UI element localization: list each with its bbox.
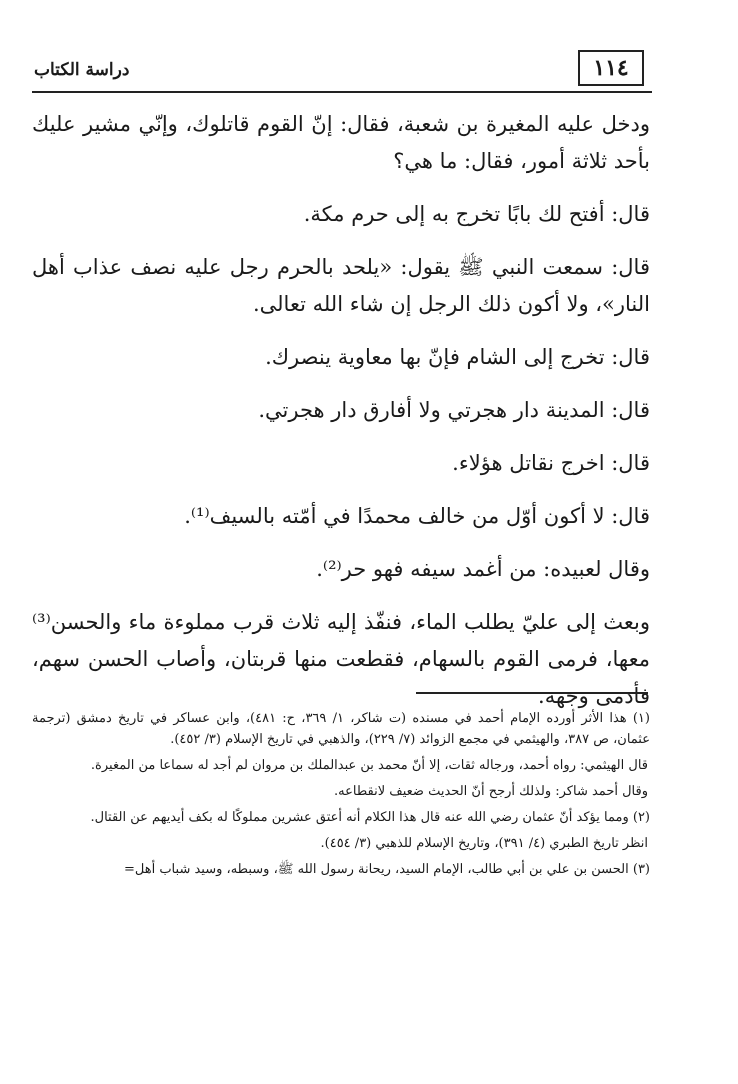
footnote-2: (٢) ومما يؤكد أنّ عثمان رضي الله عنه قال هذا الكلام أنه أعتق عشرين مملوكًا له بكف أيديهم عن القتال.: [90, 810, 650, 825]
paragraph-4: قال: تخرج إلى الشام فإنّ بها معاوية ينصرك.: [265, 345, 650, 369]
paragraph-7: قال: لا أكون أوّل من خالف محمدًا في أمّته بالسيف⁽¹⁾.: [184, 504, 650, 528]
footnote-1-note-b: وقال أحمد شاكر: ولذلك أرجح أنّ الحديث ضعيف لانقطاعه.: [334, 784, 648, 799]
footnote-1: (١) هذا الأثر أورده الإمام أحمد في مسنده (ت شاكر، ١/ ٣٦٩، ح: ٤٨١)، وابن عساكر في تاريخ دمشق (ترجمة عثمان، ص ٣٨٧، والهيثمي في مجمع الزوائد (٧/ ٢٢٩)، والذهبي في تاريخ الإسلام (٣/ ٤٥٢).: [32, 711, 650, 747]
paragraph-2: قال: أفتح لك بابًا تخرج به إلى حرم مكة.: [303, 202, 650, 226]
footnote-2-reference: انظر تاريخ الطبري (٤/ ٣٩١)، وتاريخ الإسلام للذهبي (٣/ ٤٥٤).: [320, 836, 648, 851]
paragraph-8: وقال لعبيده: من أغمد سيفه فهو حر⁽²⁾.: [316, 557, 650, 581]
footnote-separator: [416, 692, 648, 694]
paragraph-1: ودخل عليه المغيرة بن شعبة، فقال: إنّ القوم قاتلوك، وإنّي مشير عليك بأحد ثلاثة أمور، فقال: ما هي؟: [32, 112, 650, 173]
footnote-1-note-a: قال الهيثمي: رواه أحمد، ورجاله ثقات، إلا أنّ محمد بن عبدالملك بن مروان لم أجد له سماعا من المغيرة.: [90, 758, 648, 773]
footnote-3: (٣) الحسن بن علي بن أبي طالب، الإمام السيد، ريحانة رسول الله ﷺ، وسبطه، وسيد شباب أهل=: [123, 862, 650, 877]
running-head: دراسة الكتاب: [34, 60, 130, 80]
paragraph-6: قال: اخرج نقاتل هؤلاء.: [452, 451, 650, 475]
paragraph-9: وبعث إلى عليّ يطلب الماء، فنفّذ إليه ثلاث قرب مملوءة ماء والحسن⁽³⁾ معها، فرمى القوم بالسهام، فقطعت منها قربتان، وأصاب الحسن سهم، فأدمى وجهه.: [32, 610, 650, 708]
page-number: ١١٤: [578, 50, 644, 86]
paragraph-5: قال: المدينة دار هجرتي ولا أفارق دار هجرتي.: [258, 398, 650, 422]
main-text: [32, 106, 650, 715]
paragraph-3: قال: سمعت النبي ﷺ يقول: «يلحد بالحرم رجل عليه نصف عذاب أهل النار»، ولا أكون ذلك الرجل إن شاء الله تعالى.: [32, 255, 650, 316]
footnotes: [32, 708, 650, 885]
header-rule: [32, 91, 652, 93]
